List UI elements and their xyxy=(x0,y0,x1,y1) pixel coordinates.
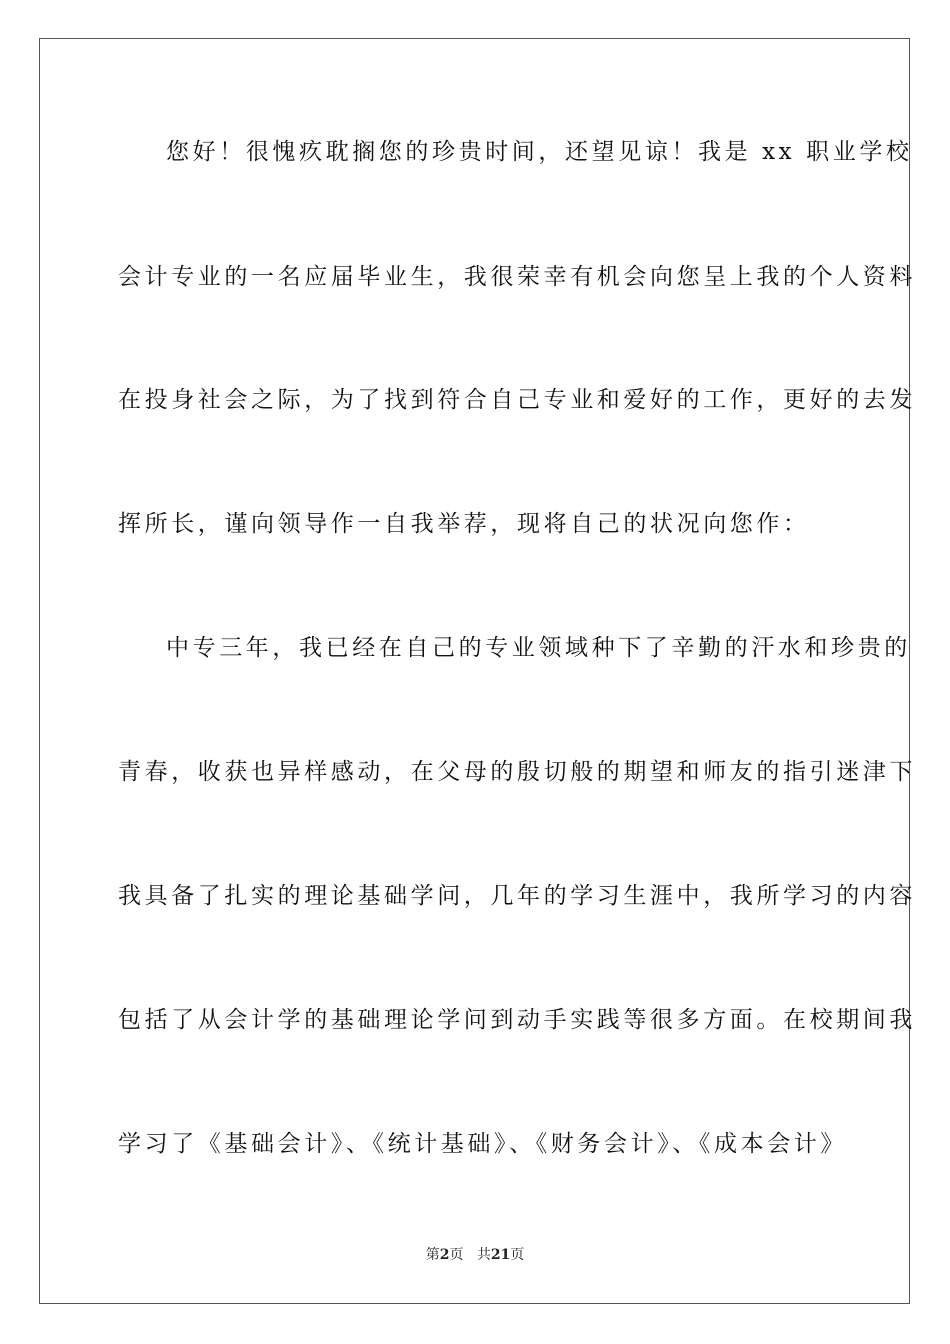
total-pages: 21 xyxy=(490,1247,511,1263)
paragraph-2-line-1: 中专三年，我已经在自己的专业领域种下了辛勤的汗水和珍贵的 xyxy=(166,635,911,661)
page-border xyxy=(39,38,916,1304)
page-number: 2 xyxy=(439,1247,450,1263)
paragraph-1-line-4: 挥所长，谨向领导作一自我举荐，现将自己的状况向您作： xyxy=(118,511,810,537)
paragraph-2-line-4: 包括了从会计学的基础理论学问到动手实践等很多方面。在校期间我 xyxy=(118,1007,916,1033)
page-suffix: 页 xyxy=(449,1247,464,1263)
paragraph-1-line-2: 会计专业的一名应届毕业生，我很荣幸有机会向您呈上我的个人资料 xyxy=(118,264,916,290)
paragraph-2-line-3: 我具备了扎实的理论基础学问，几年的学习生涯中，我所学习的内容 xyxy=(118,883,916,909)
paragraph-1-line-1: 您好！很愧疚耽搁您的珍贵时间，还望见谅！我是 xx 职业学校 xyxy=(166,139,913,165)
page-prefix: 第 xyxy=(425,1247,440,1263)
paragraph-2-line-5: 学习了《基础会计》、《统计基础》、《财务会计》、《成本会计》 xyxy=(118,1131,847,1157)
paragraph-2-line-2: 青春，收获也异样感动，在父母的殷切般的期望和师友的指引迷津下 xyxy=(118,759,916,785)
page-footer xyxy=(0,1246,950,1264)
total-prefix: 共 xyxy=(476,1247,491,1263)
paragraph-1-line-3: 在投身社会之际，为了找到符合自己专业和爱好的工作，更好的去发 xyxy=(118,387,916,413)
total-suffix: 页 xyxy=(510,1247,525,1263)
